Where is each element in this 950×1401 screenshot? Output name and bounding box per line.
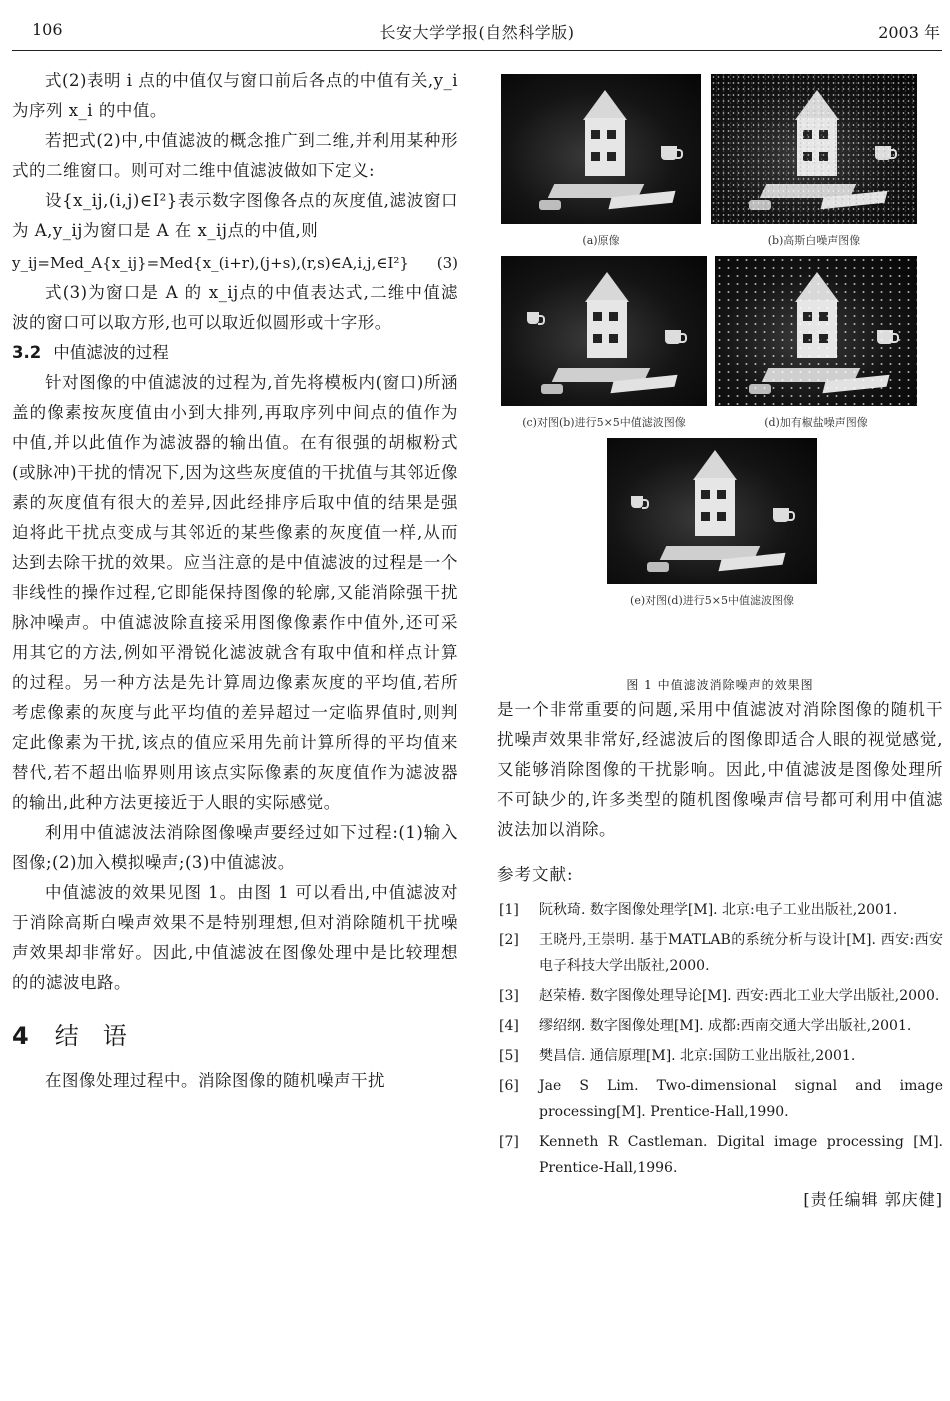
paragraph-5: 针对图像的中值滤波的过程为,首先将模板内(窗口)所涵盖的像素按灰度值由小到大排列,再取序列中间点的值作为中值,并以此值作为滤波器的输出值。在有很强的胡椒粉式(或脉冲)干扰的情况下,因为这些灰度值的干扰值与其邻近像素的灰度值有很大的差异,因此经排序后取中值的结果是强迫将此干扰点变成与其邻近的某些像素的灰度值一样,从而达到去除干扰的效果。应当注意的是中值滤波的过程是一个非线性的操作过程,它即能保持图像的轮廓,又能消除强干扰脉冲噪声。中值滤波除直接采用图像像素作中值外,还可采用其它的方法,例如平滑锐化滤波就含有取中值和样点计算的过程。另一种方法是先计算周边像素灰度的平均值,若所考虑像素的灰度与此平均值的差异超过一定临界值时,则判定此像素为干扰,该点的值应采用先前计算所得的平均值来替代,若不超出临界则用该点实际像素的灰度值作为滤波器的输出,此种方法更接近于人眼的实际感觉。 bbox=[12, 373, 458, 812]
page-number: 106 bbox=[32, 20, 63, 39]
caption-d: (d)加有椒盐噪声图像 bbox=[764, 416, 868, 429]
caption-e: (e)对图(d)进行5×5中值滤波图像 bbox=[630, 594, 794, 607]
references-heading: 参考文献: bbox=[497, 865, 574, 884]
responsible-editor: [责任编辑 郭庆健] bbox=[803, 1190, 943, 1209]
section-title: 结语 bbox=[54, 1022, 151, 1050]
filtered-salt-pepper-image bbox=[607, 438, 817, 584]
salt-pepper-noise-overlay bbox=[715, 256, 917, 406]
page-header bbox=[12, 14, 942, 51]
reference-item: [5] 樊昌信. 通信原理[M]. 北京:国防工业出版社,2001. bbox=[499, 1048, 856, 1064]
filtered-gaussian-image bbox=[501, 256, 707, 406]
figure-panel-b bbox=[711, 74, 917, 250]
paragraph-right-1: 是一个非常重要的问题,采用中值滤波对消除图像的随机干扰噪声效果非常好,经滤波后的图像即适合人眼的视觉感觉,又能够消除图像的干扰影响。因此,中值滤波是图像处理所不可缺少的,许多类型的随机图像噪声信号都可利用中值滤波法加以消除。 bbox=[497, 700, 943, 839]
paragraph-6: 利用中值滤波法消除图像噪声要经过如下过程:(1)输入图像;(2)加入模拟噪声;(3)中值滤波。 bbox=[12, 823, 458, 872]
reference-item: [4] 缪绍纲. 数字图像处理[M]. 成都:西南交通大学出版社,2001. bbox=[499, 1018, 912, 1034]
paragraph-1: 式(2)表明 i 点的中值仅与窗口前后各点的中值有关,y_i 为序列 x_i 的中值。 bbox=[12, 71, 458, 120]
figure-title: 图 1 中值滤波消除噪声的效果图 bbox=[626, 678, 814, 692]
original-image bbox=[501, 74, 701, 224]
reference-item: [6] Jae S Lim. Two-dimensional signal and image processing[M]. Prentice-Hall,1990. bbox=[499, 1078, 943, 1120]
equation-number: (3) bbox=[436, 254, 458, 272]
section-number: 3.2 bbox=[12, 343, 42, 362]
references-list bbox=[497, 897, 943, 1181]
gaussian-noise-image bbox=[711, 74, 917, 224]
paragraph-3: 设{x_ij,(i,j)∈I²}表示数字图像各点的灰度值,滤波窗口为 A,y_ij为窗口是 A 在 x_ij点的中值,则 bbox=[12, 191, 458, 240]
reference-item: [3] 赵荣椿. 数字图像处理导论[M]. 西安:西北工业大学出版社,2000. bbox=[499, 988, 940, 1004]
paragraph-2: 若把式(2)中,中值滤波的概念推广到二维,并利用某种形式的二维窗口。则可对二维中值滤波做如下定义: bbox=[12, 131, 458, 180]
caption-b: (b)高斯白噪声图像 bbox=[767, 234, 861, 247]
reference-item: [2] 王晓丹,王崇明. 基于MATLAB的系统分析与设计[M]. 西安:西安电子科技大学出版社,2000. bbox=[499, 932, 943, 974]
paragraph-8: 在图像处理过程中。消除图像的随机噪声干扰 bbox=[45, 1071, 385, 1090]
figure-panel-c bbox=[501, 256, 707, 432]
section-title: 中值滤波的过程 bbox=[53, 343, 169, 362]
journal-title: 长安大学学报(自然科学版) bbox=[379, 23, 575, 42]
salt-pepper-noise-image bbox=[715, 256, 917, 406]
section-4-heading bbox=[12, 1016, 458, 1056]
equation-3 bbox=[12, 250, 458, 276]
figure-panel-e bbox=[607, 438, 817, 610]
reference-item: [1] 阮秋琦. 数字图像处理学[M]. 北京:电子工业出版社,2001. bbox=[499, 902, 898, 918]
right-column bbox=[497, 66, 943, 1210]
left-column bbox=[12, 66, 458, 1096]
house-model bbox=[583, 90, 627, 182]
figure-panel-a bbox=[501, 74, 701, 250]
journal-year: 2003 年 bbox=[878, 23, 940, 42]
section-3-2-heading bbox=[12, 338, 458, 368]
mug bbox=[661, 146, 677, 160]
figure-1 bbox=[497, 66, 943, 676]
figure-panel-d bbox=[715, 256, 917, 432]
caption-c: (c)对图(b)进行5×5中值滤波图像 bbox=[522, 416, 686, 429]
gaussian-noise-overlay bbox=[711, 74, 917, 224]
toy-car bbox=[539, 200, 561, 210]
section-number: 4 bbox=[12, 1022, 29, 1050]
paragraph-4: 式(3)为窗口是 A 的 x_ij点的中值表达式,二维中值滤波的窗口可以取方形,也可以取近似圆形或十字形。 bbox=[12, 283, 458, 332]
paragraph-7: 中值滤波的效果见图 1。由图 1 可以看出,中值滤波对于消除高斯白噪声效果不是特别理想,但对消除随机干扰噪声效果却非常好。因此,中值滤波在图像处理中是比较理想的的滤波电路。 bbox=[12, 883, 458, 992]
reference-item: [7] Kenneth R Castleman. Digital image processing [M]. Prentice-Hall,1996. bbox=[499, 1134, 943, 1176]
caption-a: (a)原像 bbox=[582, 234, 620, 247]
equation-text: y_ij=Med_A{x_ij}=Med{x_(i+r),(j+s),(r,s)∈A,i,j,∈I²} bbox=[12, 254, 409, 272]
